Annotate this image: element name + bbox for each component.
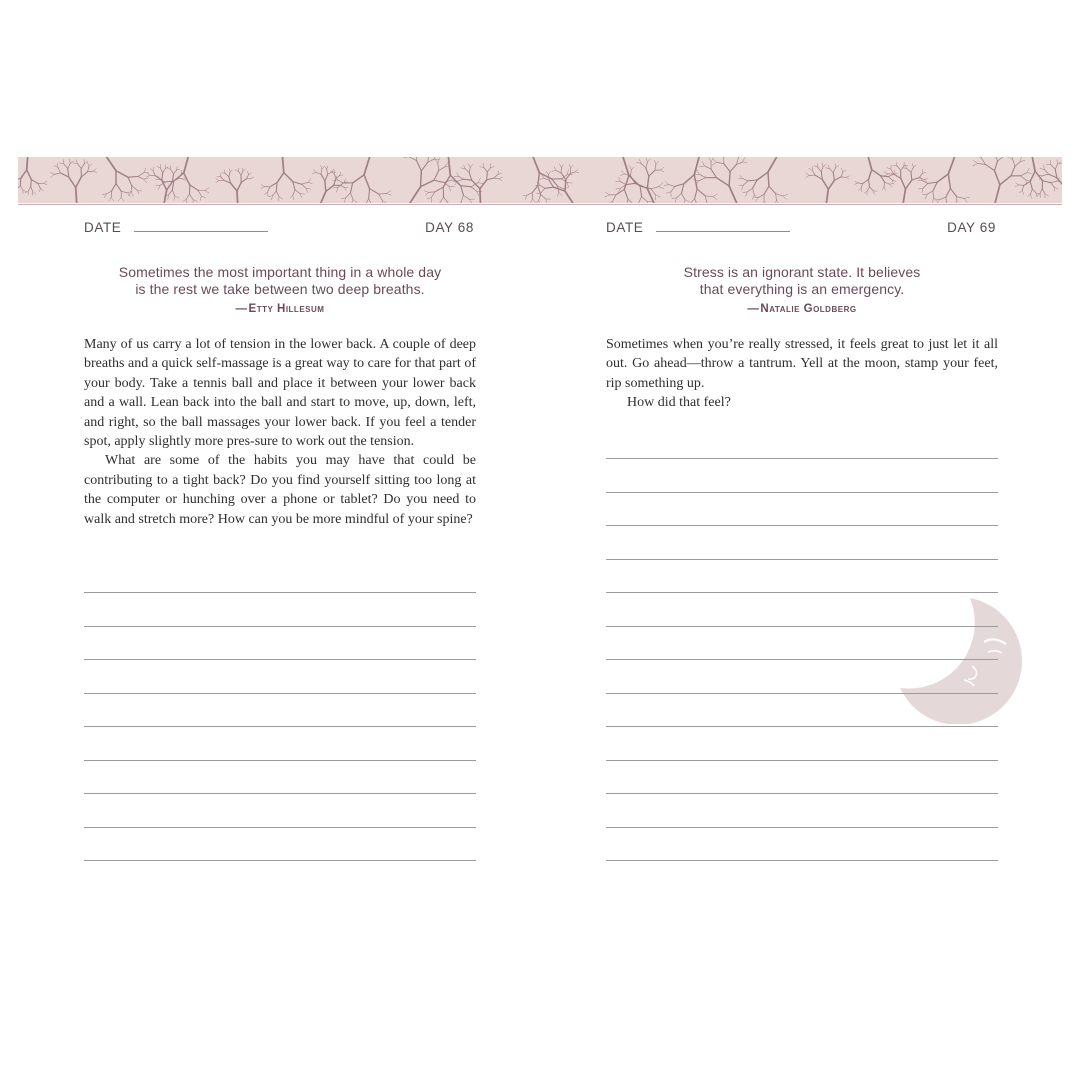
body-text: [606, 335, 998, 413]
quote: [84, 264, 476, 298]
writing-line[interactable]: [606, 492, 998, 493]
writing-line[interactable]: [84, 726, 476, 727]
decorative-branch-banner: [18, 157, 1062, 203]
quote-author: —Natalie Goldberg: [747, 303, 857, 315]
quote-line: Sometimes the most important thing in a whole day: [118, 264, 442, 280]
body-paragraph: How did that feel?: [627, 395, 731, 411]
writing-line[interactable]: [84, 659, 476, 660]
writing-line[interactable]: [606, 726, 998, 727]
writing-line[interactable]: [606, 559, 998, 560]
writing-line[interactable]: [606, 693, 998, 694]
writing-line[interactable]: [606, 458, 998, 459]
writing-line[interactable]: [84, 827, 476, 828]
writing-line[interactable]: [84, 693, 476, 694]
branch-pattern-icon: [18, 157, 1062, 203]
day-number: DAY 68: [425, 220, 474, 235]
writing-line[interactable]: [84, 592, 476, 593]
body-paragraph: Sometimes when you’re really stressed, it feels great to just let it all out. Go ahead—throw a tantrum. Yell at the moon, stamp your feet, rip something up.: [606, 337, 998, 391]
page-header: [606, 215, 998, 239]
quote-author: —Etty Hillesum: [235, 303, 325, 315]
writing-line[interactable]: [84, 860, 476, 861]
writing-line[interactable]: [84, 760, 476, 761]
left-page: [84, 215, 476, 529]
body-paragraph: What are some of the habits you may have that could be contributing to a tight back? Do you find yourself sitting too long at the computer or hunching over a phone or tablet? Do you need to walk and stretch more? How can you be more mindful of your spine?: [84, 453, 476, 527]
writing-line[interactable]: [84, 793, 476, 794]
writing-line[interactable]: [606, 592, 998, 593]
writing-line[interactable]: [84, 626, 476, 627]
body-text: [84, 335, 476, 529]
quote-line: is the rest we take between two deep breaths.: [135, 281, 425, 297]
writing-line[interactable]: [606, 525, 998, 526]
quote-line: that everything is an emergency.: [699, 281, 905, 297]
writing-line[interactable]: [606, 793, 998, 794]
writing-line[interactable]: [606, 860, 998, 861]
author-name: Etty Hillesum: [248, 303, 325, 315]
crescent-moon-icon: [898, 596, 1030, 724]
writing-line[interactable]: [606, 626, 998, 627]
date-write-line[interactable]: [134, 231, 268, 232]
right-page: [606, 215, 998, 413]
writing-line[interactable]: [606, 827, 998, 828]
date-label: DATE: [84, 220, 122, 235]
author-name: Natalie Goldberg: [760, 303, 857, 315]
body-paragraph: Many of us carry a lot of tension in the lower back. A couple of deep breaths and a quick self-massage is a great way to care for that part of your body. Take a tennis ball and place it between your lower back and a wall. Lean back into the ball and start to move, up, down, left, and right, so the ball massages your lower back. If you feel a tender spot, apply slightly more pres-sure to work out the tension.: [84, 337, 476, 450]
date-write-line[interactable]: [656, 231, 790, 232]
writing-line[interactable]: [606, 659, 998, 660]
quote: [606, 264, 998, 298]
date-label: DATE: [606, 220, 644, 235]
day-number: DAY 69: [947, 220, 996, 235]
page-header: [84, 215, 476, 239]
quote-line: Stress is an ignorant state. It believes: [683, 264, 921, 280]
banner-divider: [18, 204, 1062, 205]
writing-line[interactable]: [606, 760, 998, 761]
